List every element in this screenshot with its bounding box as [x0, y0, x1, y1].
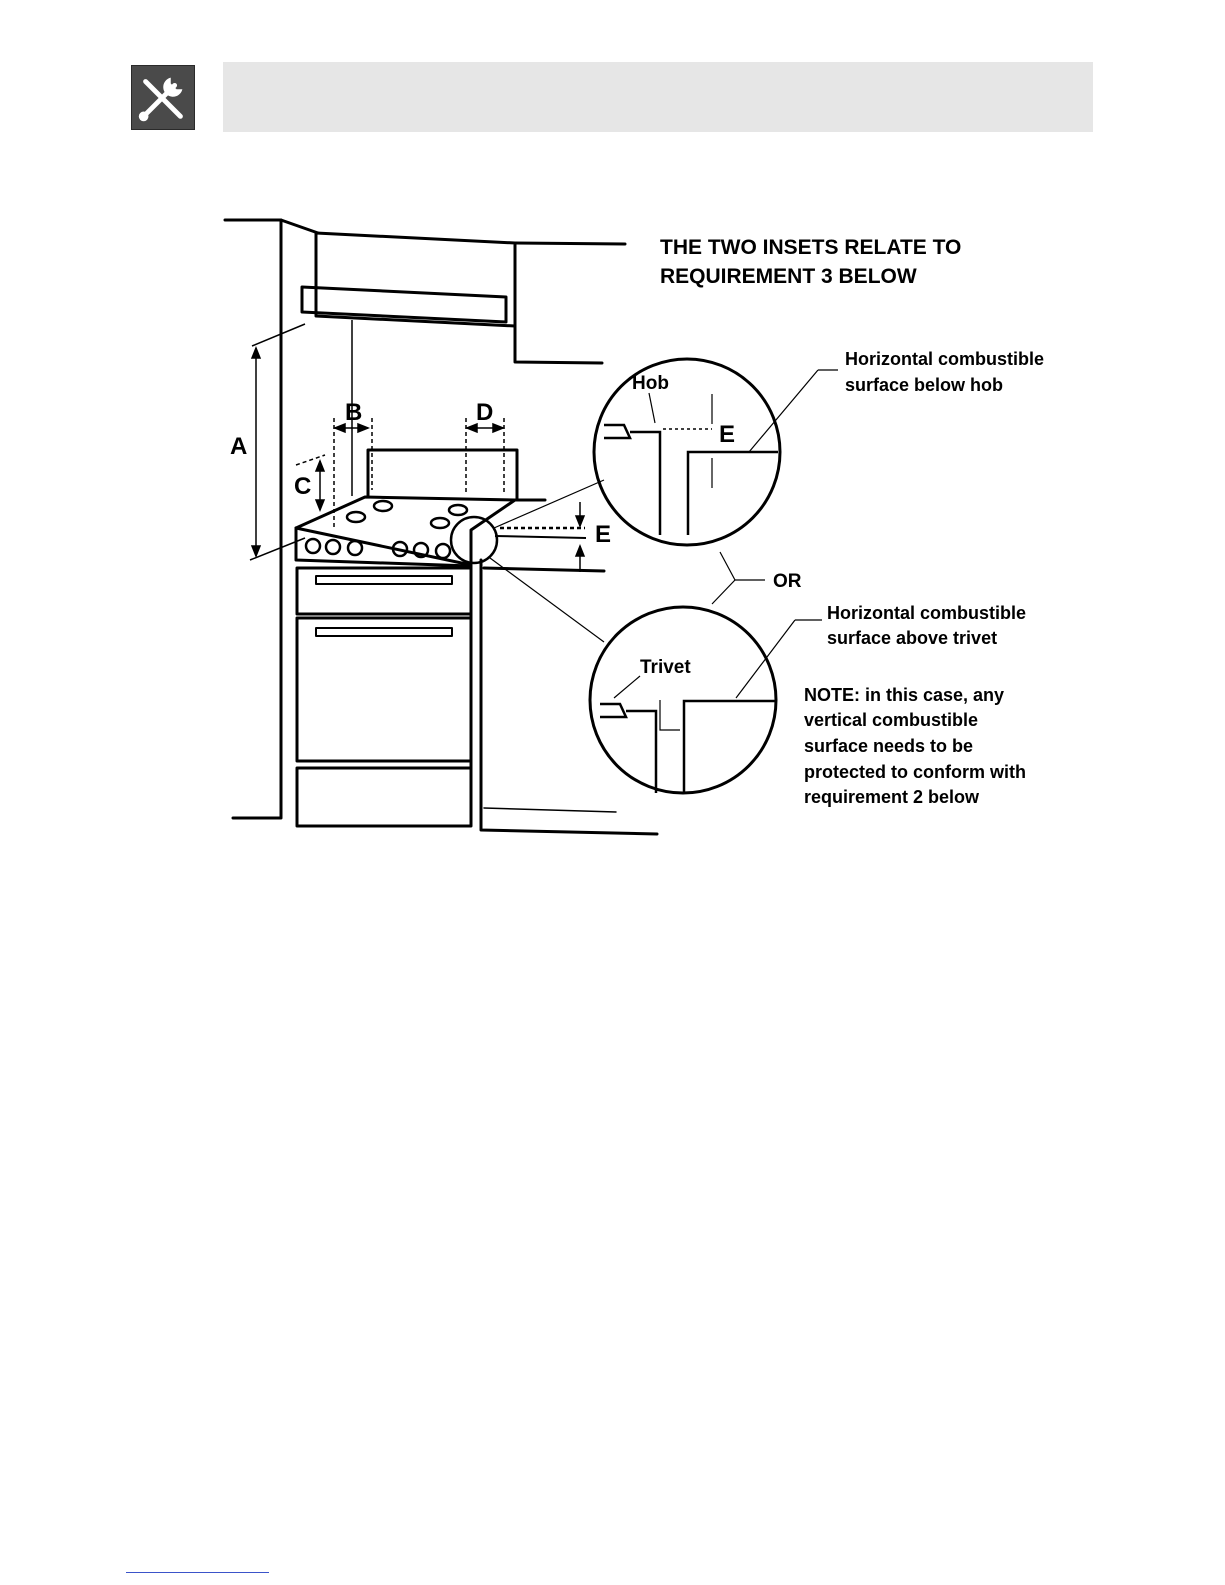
trivet-label: Trivet [640, 657, 691, 678]
backsplash [368, 450, 517, 500]
note-line3: surface needs to be [804, 736, 974, 756]
grill-door [297, 568, 471, 614]
note-line5: requirement 2 below [804, 787, 980, 807]
surface-above-trivet-line2: surface above trivet [827, 628, 998, 648]
oven-door [297, 618, 471, 761]
storage-drawer [297, 768, 471, 826]
surface-below-hob-line2: surface below hob [845, 375, 1004, 395]
note-line2: vertical combustible [804, 710, 979, 730]
note-line4: protected to conform with [804, 762, 1026, 782]
surface-below-hob-line1: Horizontal combustible [845, 349, 1045, 369]
range-hood [316, 233, 515, 326]
cupboard-outline [515, 243, 625, 363]
inset-caption-line2: REQUIREMENT 3 BELOW [660, 265, 917, 288]
inset-top-e-label: E [719, 421, 736, 448]
dimension-label-b: B [345, 399, 363, 426]
hob-label: Hob [632, 373, 669, 394]
footer-rule [126, 1572, 269, 1573]
dimension-label-c: C [294, 473, 312, 500]
dimension-label-d: D [476, 399, 494, 426]
inset-caption-line1: THE TWO INSETS RELATE TO [660, 236, 962, 259]
dimension-label-e: E [595, 521, 612, 548]
or-label: OR [773, 571, 802, 592]
wall-outline [225, 220, 281, 818]
surface-above-trivet-line1: Horizontal combustible [827, 603, 1027, 623]
dimension-label-a: A [230, 433, 248, 460]
note-line1: NOTE: in this case, any [804, 685, 1005, 705]
cabinet-side [471, 560, 657, 834]
